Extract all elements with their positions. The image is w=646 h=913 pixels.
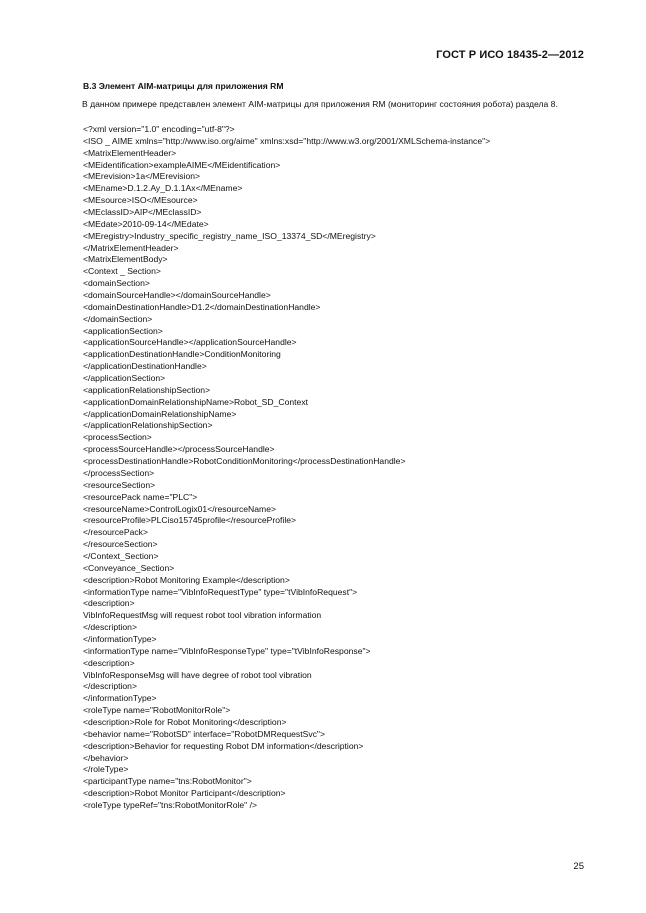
code-line: VibInfoRequestMsg will request robot tool vibration information: [83, 610, 322, 621]
code-line: </informationType>: [83, 633, 157, 644]
code-line: <processSourceHandle></processSourceHandle>: [83, 444, 275, 455]
code-line: <applicationDomainRelationshipName>Robot_SD_Context: [83, 396, 309, 407]
code-line: </Context_Section>: [83, 550, 159, 561]
code-line: <MEsource>ISO</MEsource>: [83, 195, 198, 206]
code-line: <MEregistry>Industry_specific_registry_name_ISO_13374_SD</MEregistry>: [83, 230, 376, 241]
standard-header: ГОСТ Р ИСО 18435-2—2012: [436, 49, 584, 61]
code-line: </processSection>: [83, 467, 155, 478]
code-line: </behavior>: [83, 752, 129, 763]
code-line: <domainSection>: [83, 278, 150, 289]
code-line: </resourceSection>: [83, 539, 158, 550]
code-line: <processSection>: [83, 432, 152, 443]
code-line: <description>Robot Monitoring Example</description>: [83, 574, 290, 585]
code-line: <MEdate>2010-09-14</MEdate>: [83, 218, 209, 229]
code-line: <domainSourceHandle></domainSourceHandle>: [83, 290, 271, 301]
code-line: <MEidentification>exampleAIME</MEidentification>: [83, 159, 281, 170]
code-line: <MEclassID>AIP</MEclassID>: [83, 207, 202, 218]
code-line: <processDestinationHandle>RobotConditionMonitoring</processDestinationHandle>: [83, 456, 406, 467]
code-line: <applicationSection>: [83, 325, 163, 336]
code-line: <description>Role for Robot Monitoring</description>: [83, 716, 287, 727]
code-line: <MatrixElementHeader>: [83, 147, 177, 158]
code-line: <MErevision>1a</MErevision>: [83, 171, 201, 182]
xml-code-block: [83, 124, 603, 812]
code-line: <description>: [83, 598, 135, 609]
code-line: </resourcePack>: [83, 527, 148, 538]
code-line: <?xml version="1.0" encoding="utf-8"?>: [83, 124, 235, 134]
code-line: <roleType name="RobotMonitorRole">: [83, 705, 231, 716]
code-line: </description>: [83, 681, 137, 692]
code-line: <applicationRelationshipSection>: [83, 384, 211, 395]
code-line: </applicationRelationshipSection>: [83, 420, 213, 431]
intro-paragraph: В данном примере представлен элемент AIM-матрицы для приложения RM (мониторинг состояния робота) раздела 8.: [82, 99, 558, 109]
code-line: </applicationDomainRelationshipName>: [83, 408, 237, 419]
code-line: <roleType typeRef="tns:RobotMonitorRole" />: [83, 799, 258, 810]
code-line: <applicationSourceHandle></applicationSourceHandle>: [83, 337, 297, 348]
code-line: VibInfoResponseMsg will have degree of robot tool vibration: [83, 669, 312, 680]
code-line: <informationType name="VibInfoResponseType" type="tVibInfoResponse">: [83, 645, 371, 656]
code-line: <domainDestinationHandle>D1.2</domainDestinationHandle>: [83, 301, 321, 312]
code-line: <resourceSection>: [83, 479, 156, 490]
code-line: <Conveyance_Section>: [83, 562, 175, 573]
code-line: </applicationDestinationHandle>: [83, 361, 207, 372]
code-line: </applicationSection>: [83, 373, 166, 384]
code-line: <MEname>D.1.2.Ay_D.1.1Ax</MEname>: [83, 183, 243, 194]
code-line: <resourceProfile>PLCiso15745profile</resourceProfile>: [83, 515, 297, 526]
code-line: <ISO _ AIME xmlns="http://www.iso.org/aime" xmlns:xsd="http://www.w3.org/2001/XMLSchema-instance">: [83, 135, 491, 146]
code-line: <behavior name="RobotSD" interface="RobotDMRequestSvc">: [83, 728, 325, 739]
code-line: <resourceName>ControlLogix01</resourceName>: [83, 503, 276, 514]
code-line: </roleType>: [83, 764, 129, 775]
page-number: 25: [573, 861, 584, 872]
code-line: </domainSection>: [83, 313, 153, 324]
code-line: <description>Behavior for requesting Robot DM information</description>: [83, 740, 364, 751]
code-line: </description>: [83, 622, 137, 633]
code-line: <participantType name="tns:RobotMonitor">: [83, 776, 252, 787]
code-line: <description>: [83, 657, 135, 668]
code-line: <description>Robot Monitor Participant</description>: [83, 788, 286, 799]
code-line: <informationType name="VibInfoRequestType" type="tVibInfoRequest">: [83, 586, 358, 597]
section-title: В.3 Элемент AIM-матрицы для приложения RM: [83, 81, 284, 91]
code-line: <applicationDestinationHandle>ConditionMonitoring: [83, 349, 281, 360]
code-line: <Context _ Section>: [83, 266, 161, 277]
code-line: <resourcePack name="PLC">: [83, 491, 198, 502]
code-line: <MatrixElementBody>: [83, 254, 168, 265]
code-line: </MatrixElementHeader>: [83, 242, 179, 253]
code-line: </informationType>: [83, 693, 157, 704]
